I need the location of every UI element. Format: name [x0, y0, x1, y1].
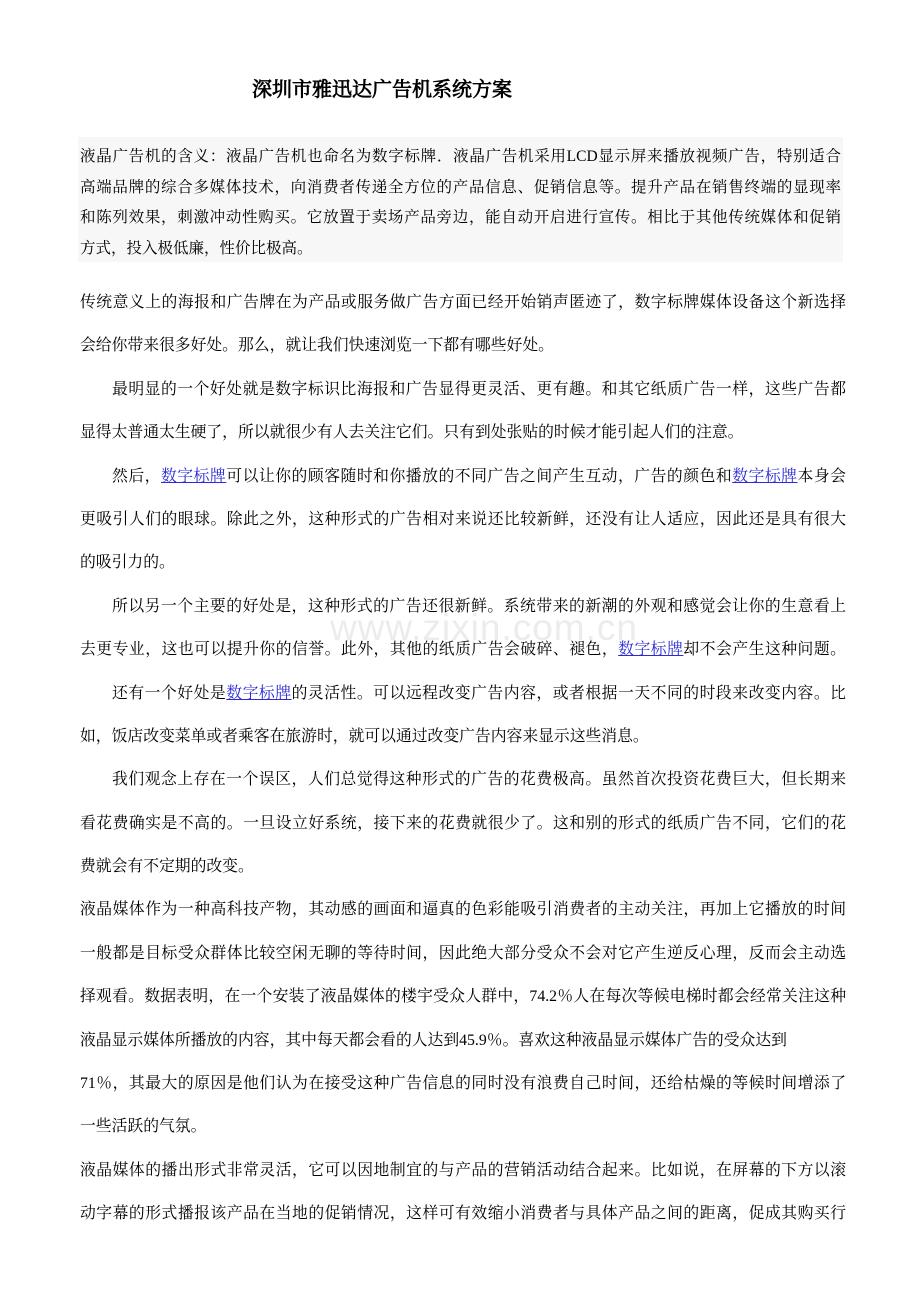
- paragraph-line: 一些活跃的气氛。: [80, 1118, 207, 1136]
- paragraph-line: [80, 455, 846, 498]
- text-segment: 然后，: [112, 467, 161, 485]
- paragraph-line: 液晶媒体的播出形式非常灵活，它可以因地制宜的与产品的营销活动结合起来。比如说，在屏幕的下方以滚: [80, 1161, 846, 1179]
- paragraph-line: 传统意义上的海报和广告牌在为产品或服务做广告方面已经开始销声匿迹了，数字标牌媒体设备这个新选择: [80, 294, 846, 311]
- paragraph-line: 71％，其最大的原因是他们认为在接受这种广告信息的同时没有浪费自己时间，还给枯燥的等候时间增添了: [80, 1075, 846, 1093]
- paragraph-line: 动字幕的形式播报该产品在当地的促销情况，这样可有效缩小消费者与具体产品之间的距离，促成其购买行: [80, 1205, 846, 1223]
- paragraph-line: 所以另一个主要的好处是，这种形式的广告还很新鲜。系统带来的新潮的外观和感觉会让你的生意看上: [112, 597, 846, 615]
- paragraph-line: 一般都是目标受众群体比较空闲无聊的等待时间，因此绝大部分受众不会对它产生逆反心理，反而会主动选: [80, 944, 846, 962]
- intro-line: 高端品牌的综合多媒体技术，向消费者传递全方位的产品信息、促销信息等。提升产品在销售终端的显现率: [80, 178, 841, 196]
- intro-box: [78, 137, 843, 262]
- paragraph-line: 更吸引人们的眼球。除此之外，这种形式的广告相对来说还比较新鲜，还没有让人适应，因此还是具有很大: [80, 510, 846, 528]
- watermark: www.zixin.com.cn: [330, 607, 638, 648]
- text-segment: 的灵活性。可以远程改变广告内容，或者根据一天不同的时段来改变内容。比: [291, 684, 846, 702]
- intro-line: 液晶广告机的含义：液晶广告机也命名为数字标牌．液晶广告机采用LCD显示屏来播放视频广告，特别适合: [80, 148, 841, 165]
- document-title: 深圳市雅迅达广告机系统方案: [252, 79, 512, 101]
- document-body: [80, 281, 846, 1236]
- digital-signage-link[interactable]: 数字标牌: [618, 641, 684, 659]
- text-segment: 却不会产生这种问题。: [683, 641, 846, 659]
- paragraph-line: 液晶显示媒体所播放的内容，其中每天都会看的人达到45.9％。喜欢这种液晶显示媒体广告的受众达到: [80, 1031, 787, 1049]
- digital-signage-link[interactable]: 数字标牌: [160, 467, 227, 485]
- text-segment: 可以让你的顾客随时和你播放的不同广告之间产生互动，广告的颜色和: [226, 467, 733, 485]
- text-segment: 去更专业，这也可以提升你的信誉。此外，其他的纸质广告会破碎、褪色，: [80, 641, 619, 659]
- paragraph-line: 我们观念上存在一个误区，人们总觉得这种形式的广告的花费极高。虽然首次投资花费巨大，但长期来: [112, 771, 846, 789]
- text-segment: 还有一个好处是: [112, 684, 227, 702]
- intro-line: 方式，投入极低廉，性价比极高。: [80, 239, 313, 257]
- intro-line: 和陈列效果，刺激冲动性购买。它放置于卖场产品旁边，能自动开启进行宣传。相比于其他传统媒体和促销: [80, 209, 841, 227]
- paragraph-line: 看花费确实是不高的。一旦设立好系统，接下来的花费就很少了。这和别的形式的纸质广告不同，它们的花: [80, 814, 846, 832]
- paragraph-line: 显得太普通太生硬了，所以就很少有人去关注它们。只有到处张贴的时候才能引起人们的注意。: [80, 424, 744, 442]
- paragraph-line: 最明显的一个好处就是数字标识比海报和广告显得更灵活、更有趣。和其它纸质广告一样，这些广告都: [112, 380, 846, 398]
- paragraph-line: 如，饭店改变菜单或者乘客在旅游时，就可以通过改变广告内容来显示这些消息。: [80, 727, 649, 745]
- paragraph-line: 费就会有不定期的改变。: [80, 858, 254, 876]
- paragraph-line: [80, 672, 846, 715]
- paragraph-line: 择观看。数据表明，在一个安装了液晶媒体的楼宇受众人群中，74.2％人在每次等候电梯时都会经常关注这种: [80, 988, 846, 1006]
- text-segment: 本身会: [797, 467, 846, 485]
- digital-signage-link[interactable]: 数字标牌: [226, 684, 292, 702]
- paragraph-line: [80, 628, 846, 671]
- paragraph-line: 液晶媒体作为一种高科技产物，其动感的画面和逼真的色彩能吸引消费者的主动关注，再加上它播放的时间: [80, 901, 846, 919]
- paragraph-line: 会给你带来很多好处。那么，就让我们快速浏览一下都有哪些好处。: [80, 337, 554, 355]
- paragraph-line: 的吸引力的。: [80, 554, 175, 572]
- digital-signage-link[interactable]: 数字标牌: [732, 467, 798, 485]
